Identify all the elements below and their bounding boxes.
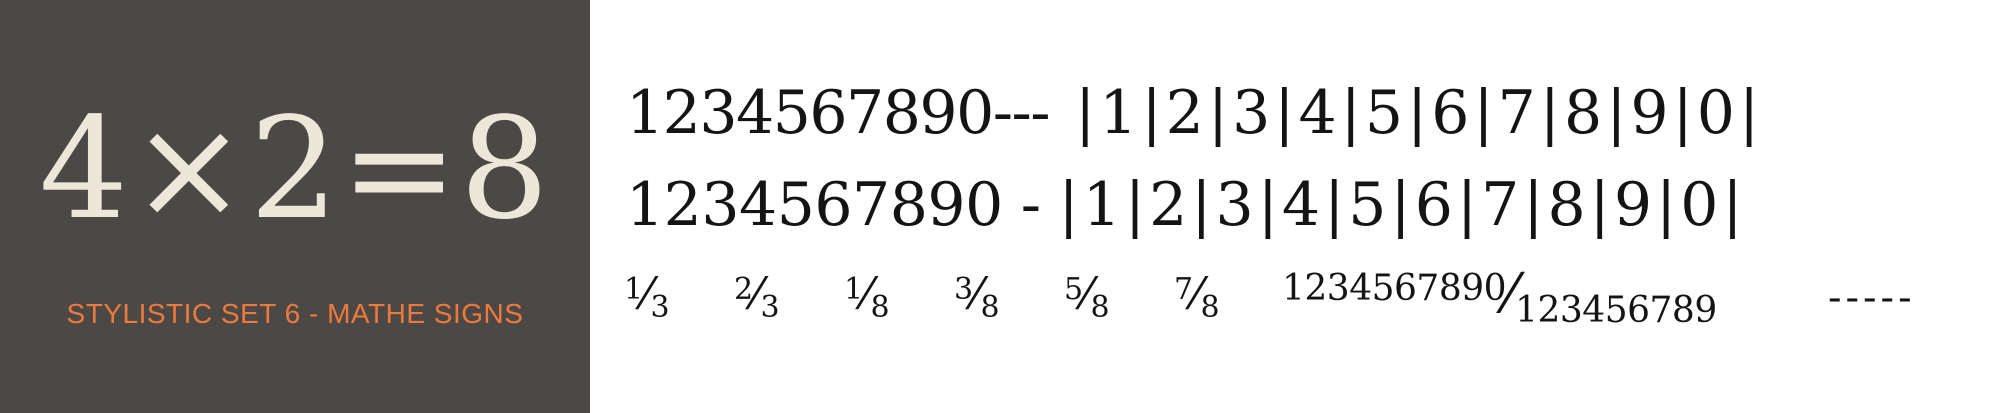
row2-digits: 1234567890 <box>626 170 1003 240</box>
row1-digits: 1234567890 <box>626 78 993 148</box>
row1-dashes: --- <box>992 78 1050 148</box>
feature-caption: STYLISTIC SET 6 - MATHE SIGNS <box>66 298 524 329</box>
specimen-panel <box>0 0 590 413</box>
row-proportional-figures <box>626 170 1747 240</box>
row2-dash: - <box>1020 170 1041 240</box>
fraction: $^2⁄_3$ <box>734 269 780 325</box>
row1-bars: |1|2|3|4|5|6|7|8|9|0| <box>1075 78 1764 148</box>
equation-display: 4×2=8 <box>39 88 551 251</box>
fraction: $^5⁄_8$ <box>1064 269 1110 325</box>
fraction: $^3⁄_8$ <box>954 269 1000 325</box>
row-tabular-figures <box>626 78 1763 148</box>
row2-bars: |1|2|3|4|5|6|7|8|9|0| <box>1058 170 1747 240</box>
row-fractions <box>624 262 1984 342</box>
row3-dashes: ----- <box>1828 275 1916 321</box>
fraction: $^7⁄_8$ <box>1174 269 1220 325</box>
fraction: $^1⁄_8$ <box>844 269 890 325</box>
fraction: $^1⁄_3$ <box>624 269 670 325</box>
arbitrary-fraction: 1234567890⁄123456789 <box>1282 262 1717 331</box>
